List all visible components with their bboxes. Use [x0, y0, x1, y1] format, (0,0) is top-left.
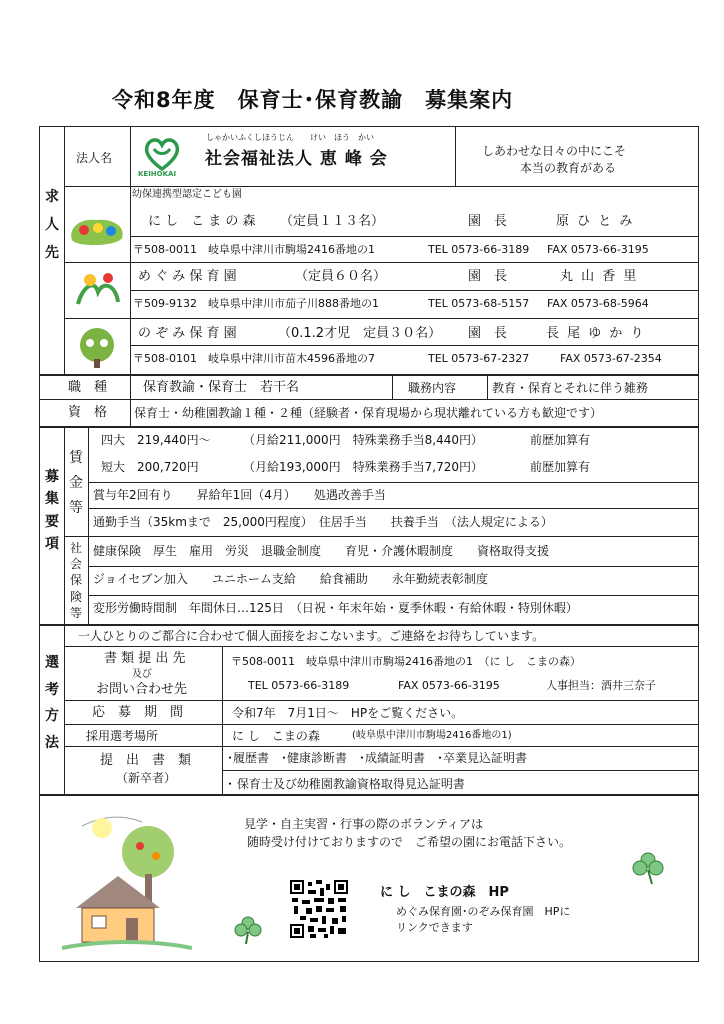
- benefits-info: ジョイセブン加入 ユニホーム支給 給食補助 永年勤続表彰制度: [93, 572, 488, 586]
- job-value: 保育教諭・保育士 若干名: [143, 380, 300, 395]
- bonus-info: 賞与年2回有り 昇給年1回（4月） 処遇改善手当: [93, 488, 386, 502]
- megumi-logo: [68, 268, 126, 312]
- venue: に し こまの森: [232, 729, 320, 743]
- school-capacity: （定員１１３名）: [280, 214, 385, 229]
- submit-tel: TEL 0573-66-3189: [248, 679, 350, 692]
- application-period: 令和7年 7月1日～ HPをご覧ください。: [232, 706, 464, 720]
- clover-icon: [232, 914, 264, 946]
- submit-address: 〒508-0011 岐阜県中津川市駒場2416番地の1 （に し こまの森）: [231, 655, 581, 668]
- submit-label-contact: お問い合わせ先: [96, 682, 188, 697]
- nozomi-logo: [70, 325, 124, 369]
- keihokai-logo: [140, 133, 184, 179]
- docs-label: 提 出 書 類: [100, 753, 192, 768]
- koma-logo: [66, 214, 128, 248]
- wage-univ-detail: （月給211,000円 特殊業務手当8,440円）: [243, 433, 483, 447]
- principal-name: 原 ひ と み: [556, 214, 635, 229]
- docs-label-newgrad: （新卒者）: [116, 771, 177, 785]
- qualification-value: 保育士・幼稚園教諭１種・２種（経験者・保育現場から現状離れている方も歓迎です）: [134, 406, 603, 420]
- wage-univ-total: 四大 219,440円～: [101, 433, 211, 447]
- school-address: 〒508-0011 岐阜県中津川市駒場2416番地の1: [133, 243, 375, 256]
- school-fax: FAX 0573-66-3195: [547, 243, 649, 256]
- section-label-chingin: 賃 金 等: [69, 450, 83, 517]
- job-content-label: 職務内容: [408, 381, 457, 395]
- school-capacity: （定員６０名）: [295, 269, 387, 284]
- job-content: 教育・保育とそれに伴う雑務: [492, 381, 649, 395]
- principal-label: 園 長: [468, 214, 508, 229]
- venue-address: (岐阜県中津川市駒場2416番地の1): [352, 730, 512, 741]
- section-label-kyujin: 求 人 先: [45, 189, 59, 261]
- insurance-info: 健康保険 厚生 雇用 労災 退職金制度 育児・介護休暇制度 資格取得支援: [93, 544, 550, 558]
- corp-label: 法人名: [76, 151, 113, 165]
- corp-slogan-2: 本当の教育がある: [520, 161, 617, 175]
- selection-intro: 一人ひとりのご都合に合わせて個人面接をおこないます。ご連絡をお待ちしています。: [78, 629, 545, 643]
- section-label-senko: 選 考 方 法: [45, 655, 59, 751]
- school-category: 幼保連携型認定こども園: [132, 189, 242, 200]
- visit-info-2: 随時受け付けておりますので ご希望の園にお電話下さい。: [247, 835, 572, 849]
- school-name: め ぐ み 保 育 園: [138, 269, 237, 284]
- hp-note-2: リンクできます: [396, 921, 473, 934]
- principal-name: 長 尾 ゆ か り: [546, 326, 646, 341]
- forest-house-illustration: [62, 808, 192, 954]
- venue-label: 採用選考場所: [86, 729, 159, 743]
- wage-junior-total: 短大 200,720円: [101, 460, 199, 474]
- wage-junior-detail: （月給193,000円 特殊業務手当7,720円）: [243, 460, 483, 474]
- school-fax: FAX 0573-67-2354: [560, 352, 662, 365]
- school-name: の ぞ み 保 育 園: [138, 326, 237, 341]
- principal-name: 丸 山 香 里: [560, 269, 639, 284]
- school-address: 〒508-0101 岐阜県中津川市苗木4596番地の7: [133, 352, 375, 365]
- wage-univ-note: 前歴加算有: [530, 433, 591, 447]
- principal-label: 園 長: [468, 269, 508, 284]
- school-tel: TEL 0573-66-3189: [428, 243, 530, 256]
- corp-name: 社会福祉法人 恵 峰 会: [205, 149, 388, 169]
- allowance-info: 通勤手当（35kmまで 25,000円程度） 住居手当 扶養手当 （法人規定による）: [93, 515, 553, 529]
- school-name: に し こ ま の 森: [148, 214, 256, 229]
- corp-slogan-1: しあわせな日々の中にこそ: [482, 144, 627, 158]
- wage-junior-note: 前歴加算有: [530, 460, 591, 474]
- school-address: 〒509-9132 岐阜県中津川市茄子川888番地の1: [133, 297, 379, 310]
- qr-code[interactable]: [290, 880, 348, 938]
- job-label: 職 種: [68, 380, 108, 395]
- principal-label: 園 長: [468, 326, 508, 341]
- docs-list-1: ･履歴書 ･健康診断書 ･成績証明書 ･卒業見込証明書: [227, 751, 528, 765]
- submit-label-and: 及び: [132, 669, 152, 680]
- school-tel: TEL 0573-67-2327: [428, 352, 530, 365]
- page-title: 令和8年度 保育士･保育教諭 募集案内: [112, 88, 514, 112]
- school-capacity: （0.1.2才児 定員３０名）: [278, 326, 442, 341]
- docs-list-2: ･ 保育士及び幼稚園教諭資格取得見込証明書: [227, 777, 465, 791]
- holiday-info: 変形労働時間制 年間休日…125日 （日祝・年末年始・夏季休暇・有給休暇・特別休暇）: [93, 601, 578, 615]
- qualification-label: 資 格: [68, 405, 108, 420]
- clover-icon: [630, 850, 666, 886]
- section-label-boshu: 募 集 要 項: [45, 469, 59, 553]
- visit-info-1: 見学・自主実習・行事の際のボランティアは: [244, 817, 484, 831]
- submit-label: 書 類 提 出 先: [104, 651, 186, 666]
- period-label: 応 募 期 間: [92, 705, 184, 720]
- hp-note-1: めぐみ保育園･のぞみ保育園 HPに: [396, 905, 571, 918]
- school-tel: TEL 0573-68-5157: [428, 297, 530, 310]
- hp-title: に し こまの森 HP: [380, 885, 509, 900]
- submit-person: 人事担当：酒井三奈子: [546, 679, 656, 692]
- submit-fax: FAX 0573-66-3195: [398, 679, 500, 692]
- section-label-shakai: 社 会 保 険 等: [69, 541, 82, 620]
- school-fax: FAX 0573-68-5964: [547, 297, 649, 310]
- keihokai-logo-text: KEIHOKAI: [138, 170, 177, 178]
- corp-ruby: しゃかいふくしほうじん けい ほう かい: [206, 133, 374, 142]
